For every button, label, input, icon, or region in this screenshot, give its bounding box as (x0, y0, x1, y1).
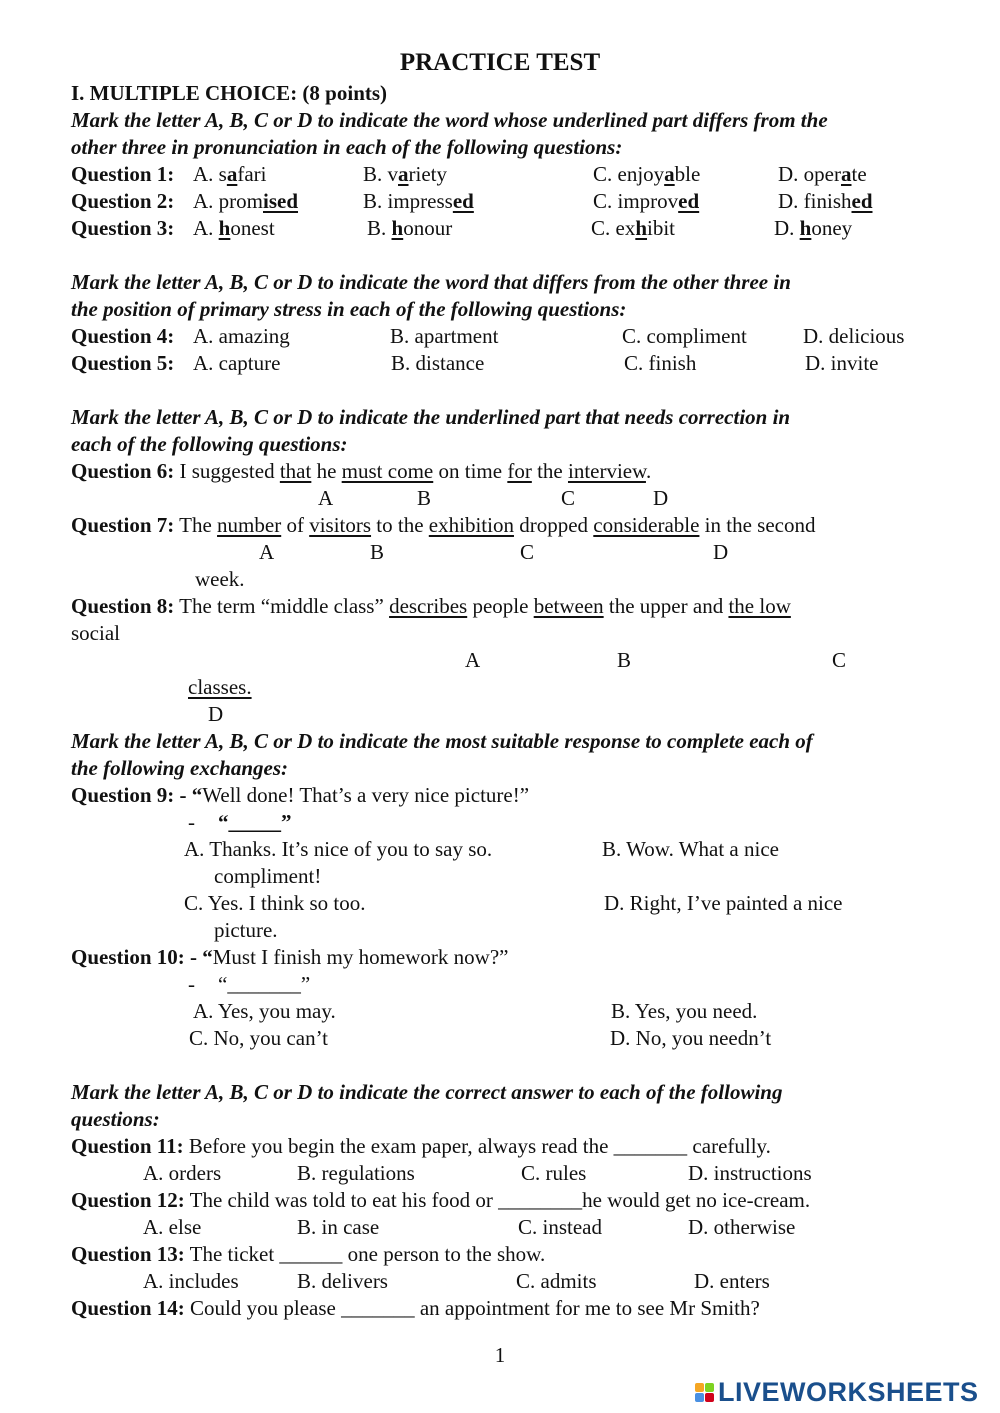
question-9-dash: - (188, 810, 195, 834)
question-7-text: Question 7: The number of visitors to the exhibition dropped considerable in the second (71, 513, 816, 537)
question-10-option-b[interactable]: B. Yes, you need. (611, 999, 758, 1023)
instruction-pronunciation-line1: Mark the letter A, B, C or D to indicate the word whose underlined part differs from the (71, 108, 828, 132)
section-heading: I. MULTIPLE CHOICE: (8 points) (71, 81, 388, 105)
question-6-part-d[interactable]: interview (567, 459, 646, 483)
question-12-option-d[interactable]: D. otherwise (688, 1215, 796, 1239)
question-9-option-c[interactable]: C. Yes. I think so too. (184, 891, 366, 915)
question-9-option-d[interactable]: D. Right, I’ve painted a nice (604, 891, 843, 915)
question-12-text: Question 12: The child was told to eat his food or ________he would get no ice-cream. (71, 1188, 811, 1212)
question-4-option-a[interactable]: A. amazing (193, 324, 290, 348)
question-5-option-b[interactable]: B. distance (391, 351, 485, 375)
question-8-part-a[interactable]: describes (389, 594, 468, 618)
instruction-correction-line1: Mark the letter A, B, C or D to indicate the underlined part that needs correction in (71, 405, 791, 429)
question-9-option-a[interactable]: A. Thanks. It’s nice of you to say so. (184, 837, 493, 861)
question-8-letter-b: B (617, 648, 632, 672)
question-3-option-d[interactable]: D. honey (774, 216, 853, 240)
question-3-option-b[interactable]: B. honour (367, 216, 453, 240)
question-3-option-c[interactable]: C. exhibit (591, 216, 676, 240)
instruction-answer-line1: Mark the letter A, B, C or D to indicate the correct answer to each of the following (71, 1080, 783, 1104)
question-5-option-d[interactable]: D. invite (805, 351, 879, 375)
question-7-letter-c: C (520, 540, 535, 564)
liveworksheets-logo[interactable] (695, 1375, 979, 1409)
question-10-blank[interactable]: “_______” (218, 972, 311, 996)
instruction-stress-line1: Mark the letter A, B, C or D to indicate the word that differs from the other three in (71, 270, 791, 294)
instruction-response-line1: Mark the letter A, B, C or D to indicate the most suitable response to complete each of (71, 729, 813, 753)
question-14-text: Question 14: Could you please _______ an appointment for me to see Mr Smith? (71, 1296, 760, 1320)
instruction-correction-line2: each of the following questions: (71, 432, 348, 456)
question-1-option-a[interactable]: A. safari (193, 162, 267, 186)
question-7-part-a[interactable]: number (217, 513, 282, 537)
question-8-letter-a: A (465, 648, 481, 672)
question-10-option-d[interactable]: D. No, you needn’t (610, 1026, 772, 1050)
question-2-option-d[interactable]: D. finished (778, 189, 873, 213)
question-8-letter-c: C (832, 648, 847, 672)
question-2-option-a[interactable]: A. promised (193, 189, 299, 213)
question-13-option-a[interactable]: A. includes (143, 1269, 239, 1293)
question-12-option-a[interactable]: A. else (143, 1215, 202, 1239)
question-6-letter-a: A (318, 486, 334, 510)
question-5-option-c[interactable]: C. finish (624, 351, 697, 375)
question-2-option-c[interactable]: C. improved (593, 189, 700, 213)
question-8-part-b[interactable]: between (533, 594, 604, 618)
question-10-dash: - (188, 972, 195, 996)
question-6-letter-c: C (561, 486, 576, 510)
question-9-blank[interactable]: “_____” (218, 810, 292, 834)
liveworksheets-logo-text: LIVEWORKSHEETS (718, 1376, 979, 1407)
question-1-option-c[interactable]: C. enjoyable (593, 162, 701, 186)
question-7-letter-d: D (713, 540, 729, 564)
question-3-label: Question 3: (71, 216, 175, 240)
question-7-letter-a: A (259, 540, 275, 564)
question-12-option-c[interactable]: C. instead (518, 1215, 602, 1239)
question-12-option-b[interactable]: B. in case (297, 1215, 380, 1239)
question-6-part-b[interactable]: must come (341, 459, 434, 483)
question-4-option-c[interactable]: C. compliment (622, 324, 747, 348)
question-13-text: Question 13: The ticket ______ one person to the show. (71, 1242, 546, 1266)
question-6-part-c[interactable]: for (507, 459, 532, 483)
page-title: PRACTICE TEST (399, 49, 601, 76)
question-6-text: Question 6: I suggested that he must come on time for the interview. (71, 459, 652, 483)
question-1-option-b[interactable]: B. variety (363, 162, 447, 186)
question-10-option-c[interactable]: C. No, you can’t (189, 1026, 329, 1050)
question-11-option-c[interactable]: C. rules (521, 1161, 587, 1185)
instruction-answer-line2: questions: (71, 1107, 160, 1131)
question-4-label: Question 4: (71, 324, 175, 348)
question-8-letter-d: D (208, 702, 224, 726)
question-13-option-b[interactable]: B. delivers (297, 1269, 388, 1293)
question-13-option-d[interactable]: D. enters (694, 1269, 770, 1293)
question-2-label: Question 2: (71, 189, 175, 213)
question-1-option-d[interactable]: D. operate (778, 162, 867, 186)
instruction-response-line2: the following exchanges: (71, 756, 289, 780)
question-5-option-a[interactable]: A. capture (193, 351, 281, 375)
question-8-part-c[interactable]: the low (728, 594, 791, 618)
question-10-text: Question 10: - “Must I finish my homework now?” (71, 945, 509, 969)
question-2-option-b[interactable]: B. impressed (363, 189, 474, 213)
question-11-option-d[interactable]: D. instructions (688, 1161, 812, 1185)
question-7-part-b[interactable]: visitors (309, 513, 372, 537)
question-7-letter-b: B (370, 540, 385, 564)
question-6-part-a[interactable]: that (279, 459, 312, 483)
question-11-text: Question 11: Before you begin the exam paper, always read the _______ carefully. (71, 1134, 771, 1158)
question-5-label: Question 5: (71, 351, 175, 375)
question-4-option-b[interactable]: B. apartment (390, 324, 499, 348)
question-7-continuation: week. (195, 567, 245, 591)
page-number: 1 (494, 1343, 506, 1367)
question-9-option-d-cont: picture. (214, 918, 278, 942)
question-4-option-d[interactable]: D. delicious (803, 324, 905, 348)
question-6-letter-d: D (653, 486, 669, 510)
instruction-stress-line2: the position of primary stress in each of the following questions: (71, 297, 627, 321)
question-11-option-a[interactable]: A. orders (143, 1161, 222, 1185)
liveworksheets-logo-icon (695, 1383, 714, 1402)
question-3-option-a[interactable]: A. honest (193, 216, 275, 240)
question-10-option-a[interactable]: A. Yes, you may. (193, 999, 336, 1023)
question-8-text: Question 8: The term “middle class” describes people between the upper and the low (71, 594, 791, 618)
question-7-part-c[interactable]: exhibition (428, 513, 514, 537)
question-8-line2: social (71, 621, 120, 645)
question-9-option-b-cont: compliment! (214, 864, 322, 888)
instruction-pronunciation-line2: other three in pronunciation in each of the following questions: (71, 135, 623, 159)
question-1-label: Question 1: (71, 162, 175, 186)
question-8-part-d[interactable]: classes. (188, 675, 252, 699)
question-9-option-b[interactable]: B. Wow. What a nice (602, 837, 779, 861)
question-13-option-c[interactable]: C. admits (516, 1269, 597, 1293)
question-7-part-d[interactable]: considerable (593, 513, 700, 537)
question-9-text: Question 9: - “Well done! That’s a very nice picture!” (71, 783, 530, 807)
question-11-option-b[interactable]: B. regulations (297, 1161, 415, 1185)
question-6-letter-b: B (417, 486, 432, 510)
